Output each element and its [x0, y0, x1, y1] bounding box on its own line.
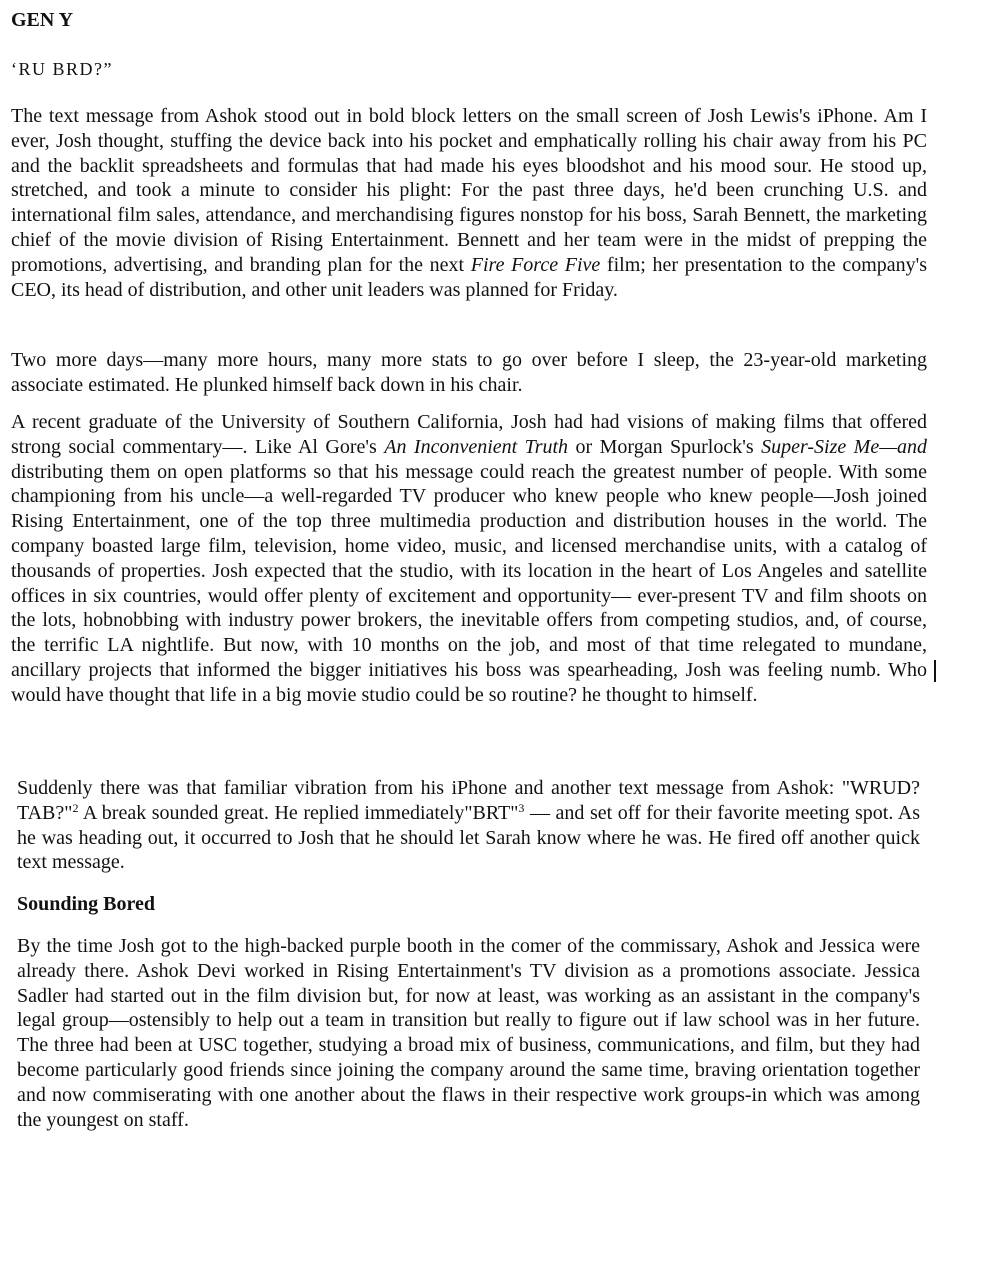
paragraph-3-text: A recent graduate of the University of Southern California, Josh had had visions of making films that offered strong social commentary—. Like Al Gore's — [11, 411, 927, 458]
paragraph-2 — [11, 348, 927, 398]
text-cursor — [934, 660, 936, 682]
film-title-inconvenient-truth: An Inconvenient Truth — [384, 435, 569, 458]
paragraph-1-text: The text message from Ashok stood out in bold block letters on the small screen of Josh Lewis's iPhone. Am I ever, Josh thought, stuffing the device back into his pocket and emphatically rolling his chair away from his PC and the backlit spreadsheets and formulas that had made his eyes bloodshot and his mood sour. He stood up, stretched, and took a minute to consider his plight: For the past three days, he'd been crunching U.S. and international film sales, attendance, and merchandising figures nonstop for his boss, Sarah Bennett, the marketing chief of the movie division of Rising Entertainment. Bennett and her team were in the midst of prepping the promotions, advertising, and branding plan for the next — [11, 105, 927, 276]
film-title-super-size-me: Super-Size Me—and — [761, 435, 928, 458]
opening-quote: ‘RU BRD?” — [11, 59, 113, 79]
paragraph-4-text-mid: A break sounded great. He replied immediately"BRT" — [78, 801, 519, 824]
section-paragraph — [17, 934, 920, 1132]
footnote-2: 2 — [72, 800, 79, 815]
paragraph-1 — [11, 104, 927, 302]
film-title-fire-force-five: Fire Force Five — [470, 253, 601, 276]
paragraph-2-text: Two more days—many more hours, many more stats to go over before I sleep, the 23-year-old marketing associate estimated. He plunked himself back down in his chair. — [11, 349, 927, 396]
paragraph-4-text-end: — and set off for their favorite meeting spot. As he was heading out, it occurred to Josh that he should let Sarah know where he was. He fired off another quick text message. — [17, 801, 920, 874]
paragraph-3-text-end: distributing them on open platforms so that his message could reach the greatest number of people. With some championing from his uncle—a well-regarded TV producer who knew people who knew people—Josh joined Rising Entertainment, one of the top three multimedia production and distribution houses in the world. The company boasted large film, television, home video, music, and licensed merchandise units, with a catalog of thousands of properties. Josh expected that the studio, with its location in the heart of Los Angeles and satellite offices in six countries, would offer plenty of excitement and opportunity— ever-present TV and film shoots on the lots, hobnobbing with industry power brokers, the inevitable offers from competing studios, and, of course, the terrific LA nightlife. But now, with 10 months on the job, and most of that time relegated to mundane, ancillary projects that informed the bigger initiatives his boss was spearheading, Josh was feeling numb. Who would have thought that life in a big movie studio could be so routine? he thought to himself. — [11, 460, 927, 706]
paragraph-3-text-mid: or Morgan Spurlock's — [568, 435, 762, 458]
paragraph-4-text: Suddenly there was that familiar vibration from his iPhone and another text message from Ashok: "WRUD? TAB?" — [17, 777, 920, 824]
paragraph-4 — [17, 776, 920, 875]
paragraph-1-text-end: film; her presentation to the company's CEO, its head of distribution, and other unit leaders was planned for Friday. — [11, 253, 928, 301]
document-title: GEN Y — [11, 9, 74, 31]
section-heading: Sounding Bored — [17, 893, 156, 915]
footnote-3: 3 — [518, 800, 525, 815]
paragraph-3 — [11, 410, 927, 708]
section-paragraph-text: By the time Josh got to the high-backed purple booth in the comer of the commissary, Ashok and Jessica were already there. Ashok Devi worked in Rising Entertainment's TV division as a promotions associate. Jessica Sadler had started out in the film division but, for now at least, was working as an assistant in the company's legal group—ostensibly to help out a team in transition but really to figure out if law school was in her future. The three had been at USC together, studying a broad mix of business, communications, and film, but they had become particularly good friends since joining the company around the same time, braving orientation together and now commiserating with one another about the flaws in their respective work groups-in which was among the youngest on staff. — [17, 935, 920, 1131]
